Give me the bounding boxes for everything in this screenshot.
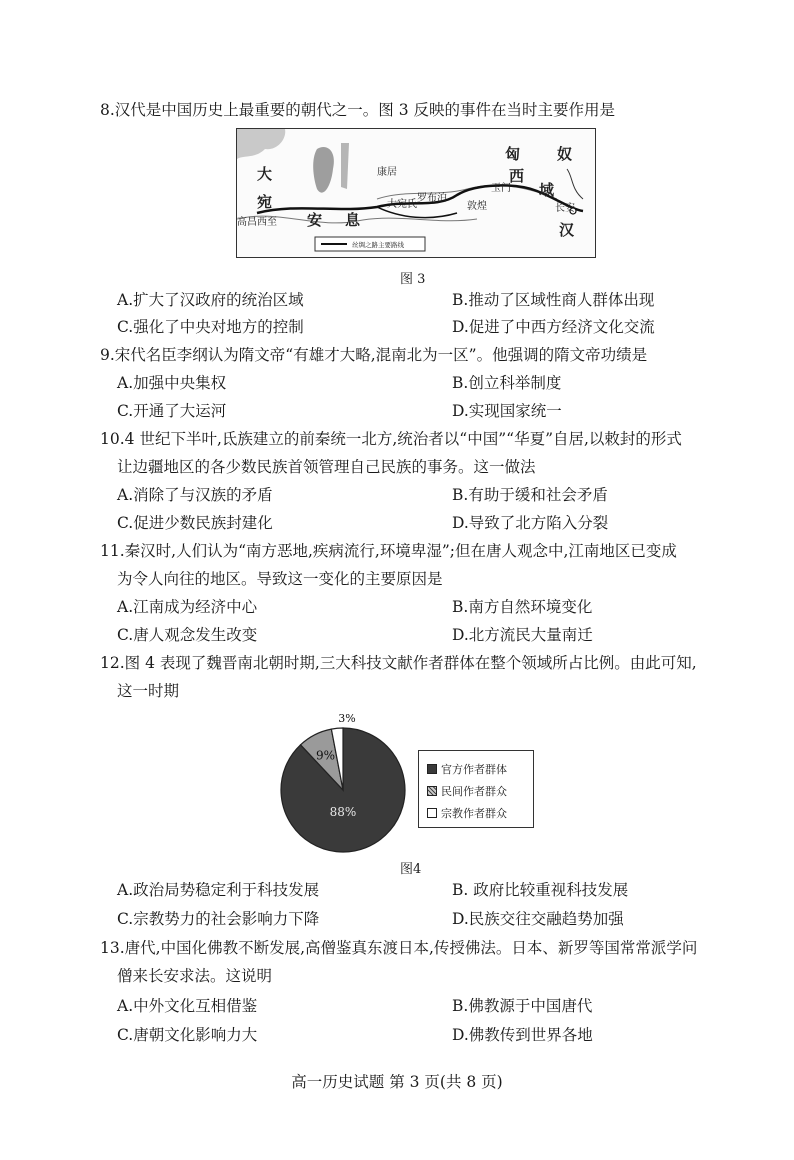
pie-label-folk: 9% xyxy=(316,748,336,763)
q12-option-c[interactable]: C.宗教势力的社会影响力下降 xyxy=(117,910,320,928)
q9-option-a[interactable]: A.加强中央集权 xyxy=(117,374,227,392)
q13-option-a[interactable]: A.中外文化互相借鉴 xyxy=(117,997,258,1015)
q10-stem-line1: 10.4 世纪下半叶,氐族建立的前秦统一北方,统治者以“中国”“华夏”自居,以敕封的形式 xyxy=(100,430,682,448)
legend-item-folk xyxy=(427,783,507,799)
q13-option-c[interactable]: C.唐朝文化影响力大 xyxy=(117,1026,258,1044)
q9-option-d[interactable]: D.实现国家统一 xyxy=(452,402,562,420)
q11-option-a[interactable]: A.江南成为经济中心 xyxy=(117,598,258,616)
figure3-caption: 图 3 xyxy=(400,272,426,287)
q12-stem-line2: 这一时期 xyxy=(117,682,180,700)
q8-stem: 8.汉代是中国历史上最重要的朝代之一。图 3 反映的事件在当时主要作用是 xyxy=(100,101,616,119)
q10-option-c[interactable]: C.促进少数民族封建化 xyxy=(117,514,273,532)
map-label-luopu: 罗布泊 xyxy=(417,193,447,204)
q11-option-c[interactable]: C.唐人观念发生改变 xyxy=(117,626,258,644)
q11-option-d[interactable]: D.北方流民大量南迁 xyxy=(452,626,593,644)
map-label-han: 汉 xyxy=(559,221,575,239)
map-label-xi2: 息 xyxy=(345,211,361,229)
q9-stem: 9.宋代名臣李纲认为隋文帝“有雄才大略,混南北为一区”。他强调的隋文帝功绩是 xyxy=(100,346,648,364)
page-footer: 高一历史试题 第 3 页(共 8 页) xyxy=(291,1073,503,1091)
q12-option-a[interactable]: A.政治局势稳定利于科技发展 xyxy=(117,881,320,899)
map-label-xi: 西 xyxy=(509,167,525,185)
map-label-yu: 域 xyxy=(539,181,555,199)
pie-legend xyxy=(418,750,534,828)
silk-road-map xyxy=(236,128,596,258)
lake-balkhash xyxy=(341,143,349,189)
q13-option-d[interactable]: D.佛教传到世界各地 xyxy=(452,1026,593,1044)
q9-option-c[interactable]: C.开通了大运河 xyxy=(117,402,227,420)
q9-option-b[interactable]: B.创立科举制度 xyxy=(452,374,562,392)
q12-stem-line1: 12.图 4 表现了魏晋南北朝时期,三大科技文献作者群体在整个领域所占比例。由此可知, xyxy=(100,654,697,672)
figure4-pie-chart xyxy=(268,708,428,858)
pie-label-official: 88% xyxy=(329,805,357,819)
legend-label-official: 官方作者群体 xyxy=(441,763,507,776)
q8-option-b[interactable]: B.推动了区域性商人群体出现 xyxy=(452,291,655,309)
map-label-yuan: 宛 xyxy=(257,193,273,211)
figure4-caption: 图4 xyxy=(400,862,422,877)
map-label-dawanshi: 大宛氏 xyxy=(387,199,417,210)
map-label-dunhuang: 敦煌 xyxy=(467,201,487,212)
legend-label-folk: 民间作者群众 xyxy=(441,785,507,798)
pie-label-religious: 3% xyxy=(338,712,356,725)
q8-option-c[interactable]: C.强化了中央对地方的控制 xyxy=(117,318,304,336)
q10-option-b[interactable]: B.有助于缓和社会矛盾 xyxy=(452,486,608,504)
q12-option-b[interactable]: B. 政府比较重视科技发展 xyxy=(452,881,629,899)
legend-item-religious xyxy=(427,805,507,821)
map-label-kangju: 康居 xyxy=(377,167,397,178)
q11-option-b[interactable]: B.南方自然环境变化 xyxy=(452,598,593,616)
q12-option-d[interactable]: D.民族交往交融趋势加强 xyxy=(452,910,624,928)
q11-stem-line2: 为令人向往的地区。导致这一变化的主要原因是 xyxy=(117,570,443,588)
q11-stem-line1: 11.秦汉时,人们认为“南方恶地,疾病流行,环境卑湿”;但在唐人观念中,江南地区已变成 xyxy=(100,542,677,560)
great-wall-line xyxy=(567,169,583,199)
legend-swatch-folk xyxy=(427,786,437,796)
map-label-huxi: 匈 xyxy=(505,145,521,163)
map-label-yumen: 玉门 xyxy=(491,183,511,194)
q10-option-a[interactable]: A.消除了与汉族的矛盾 xyxy=(117,486,273,504)
caspian-sea xyxy=(237,129,285,159)
q13-option-b[interactable]: B.佛教源于中国唐代 xyxy=(452,997,593,1015)
q8-option-a[interactable]: A.扩大了汉政府的统治区域 xyxy=(117,291,304,309)
map-label-da: 大 xyxy=(257,165,273,183)
legend-item-official xyxy=(427,761,507,777)
q10-stem-line2: 让边疆地区的各少数民族首领管理自己民族的事务。这一做法 xyxy=(117,458,536,476)
aral-sea xyxy=(313,147,334,193)
map-label-nu: 奴 xyxy=(557,145,573,163)
q8-option-d[interactable]: D.促进了中西方经济文化交流 xyxy=(452,318,655,336)
legend-swatch-religious xyxy=(427,808,437,818)
q10-option-d[interactable]: D.导致了北方陷入分裂 xyxy=(452,514,609,532)
map-label-gaoxixian: 高昌西至 xyxy=(237,217,277,228)
map-label-changan: 长安 xyxy=(555,203,575,214)
q13-stem-line1: 13.唐代,中国化佛教不断发展,高僧鉴真东渡日本,传授佛法。日本、新罗等国常常派学问 xyxy=(100,939,698,957)
legend-swatch-official xyxy=(427,764,437,774)
map-label-an: 安 xyxy=(307,211,323,229)
q13-stem-line2: 僧来长安求法。这说明 xyxy=(117,967,273,985)
legend-label-religious: 宗教作者群众 xyxy=(441,807,507,820)
map-legend-label: 丝绸之路主要路线 xyxy=(352,241,404,249)
